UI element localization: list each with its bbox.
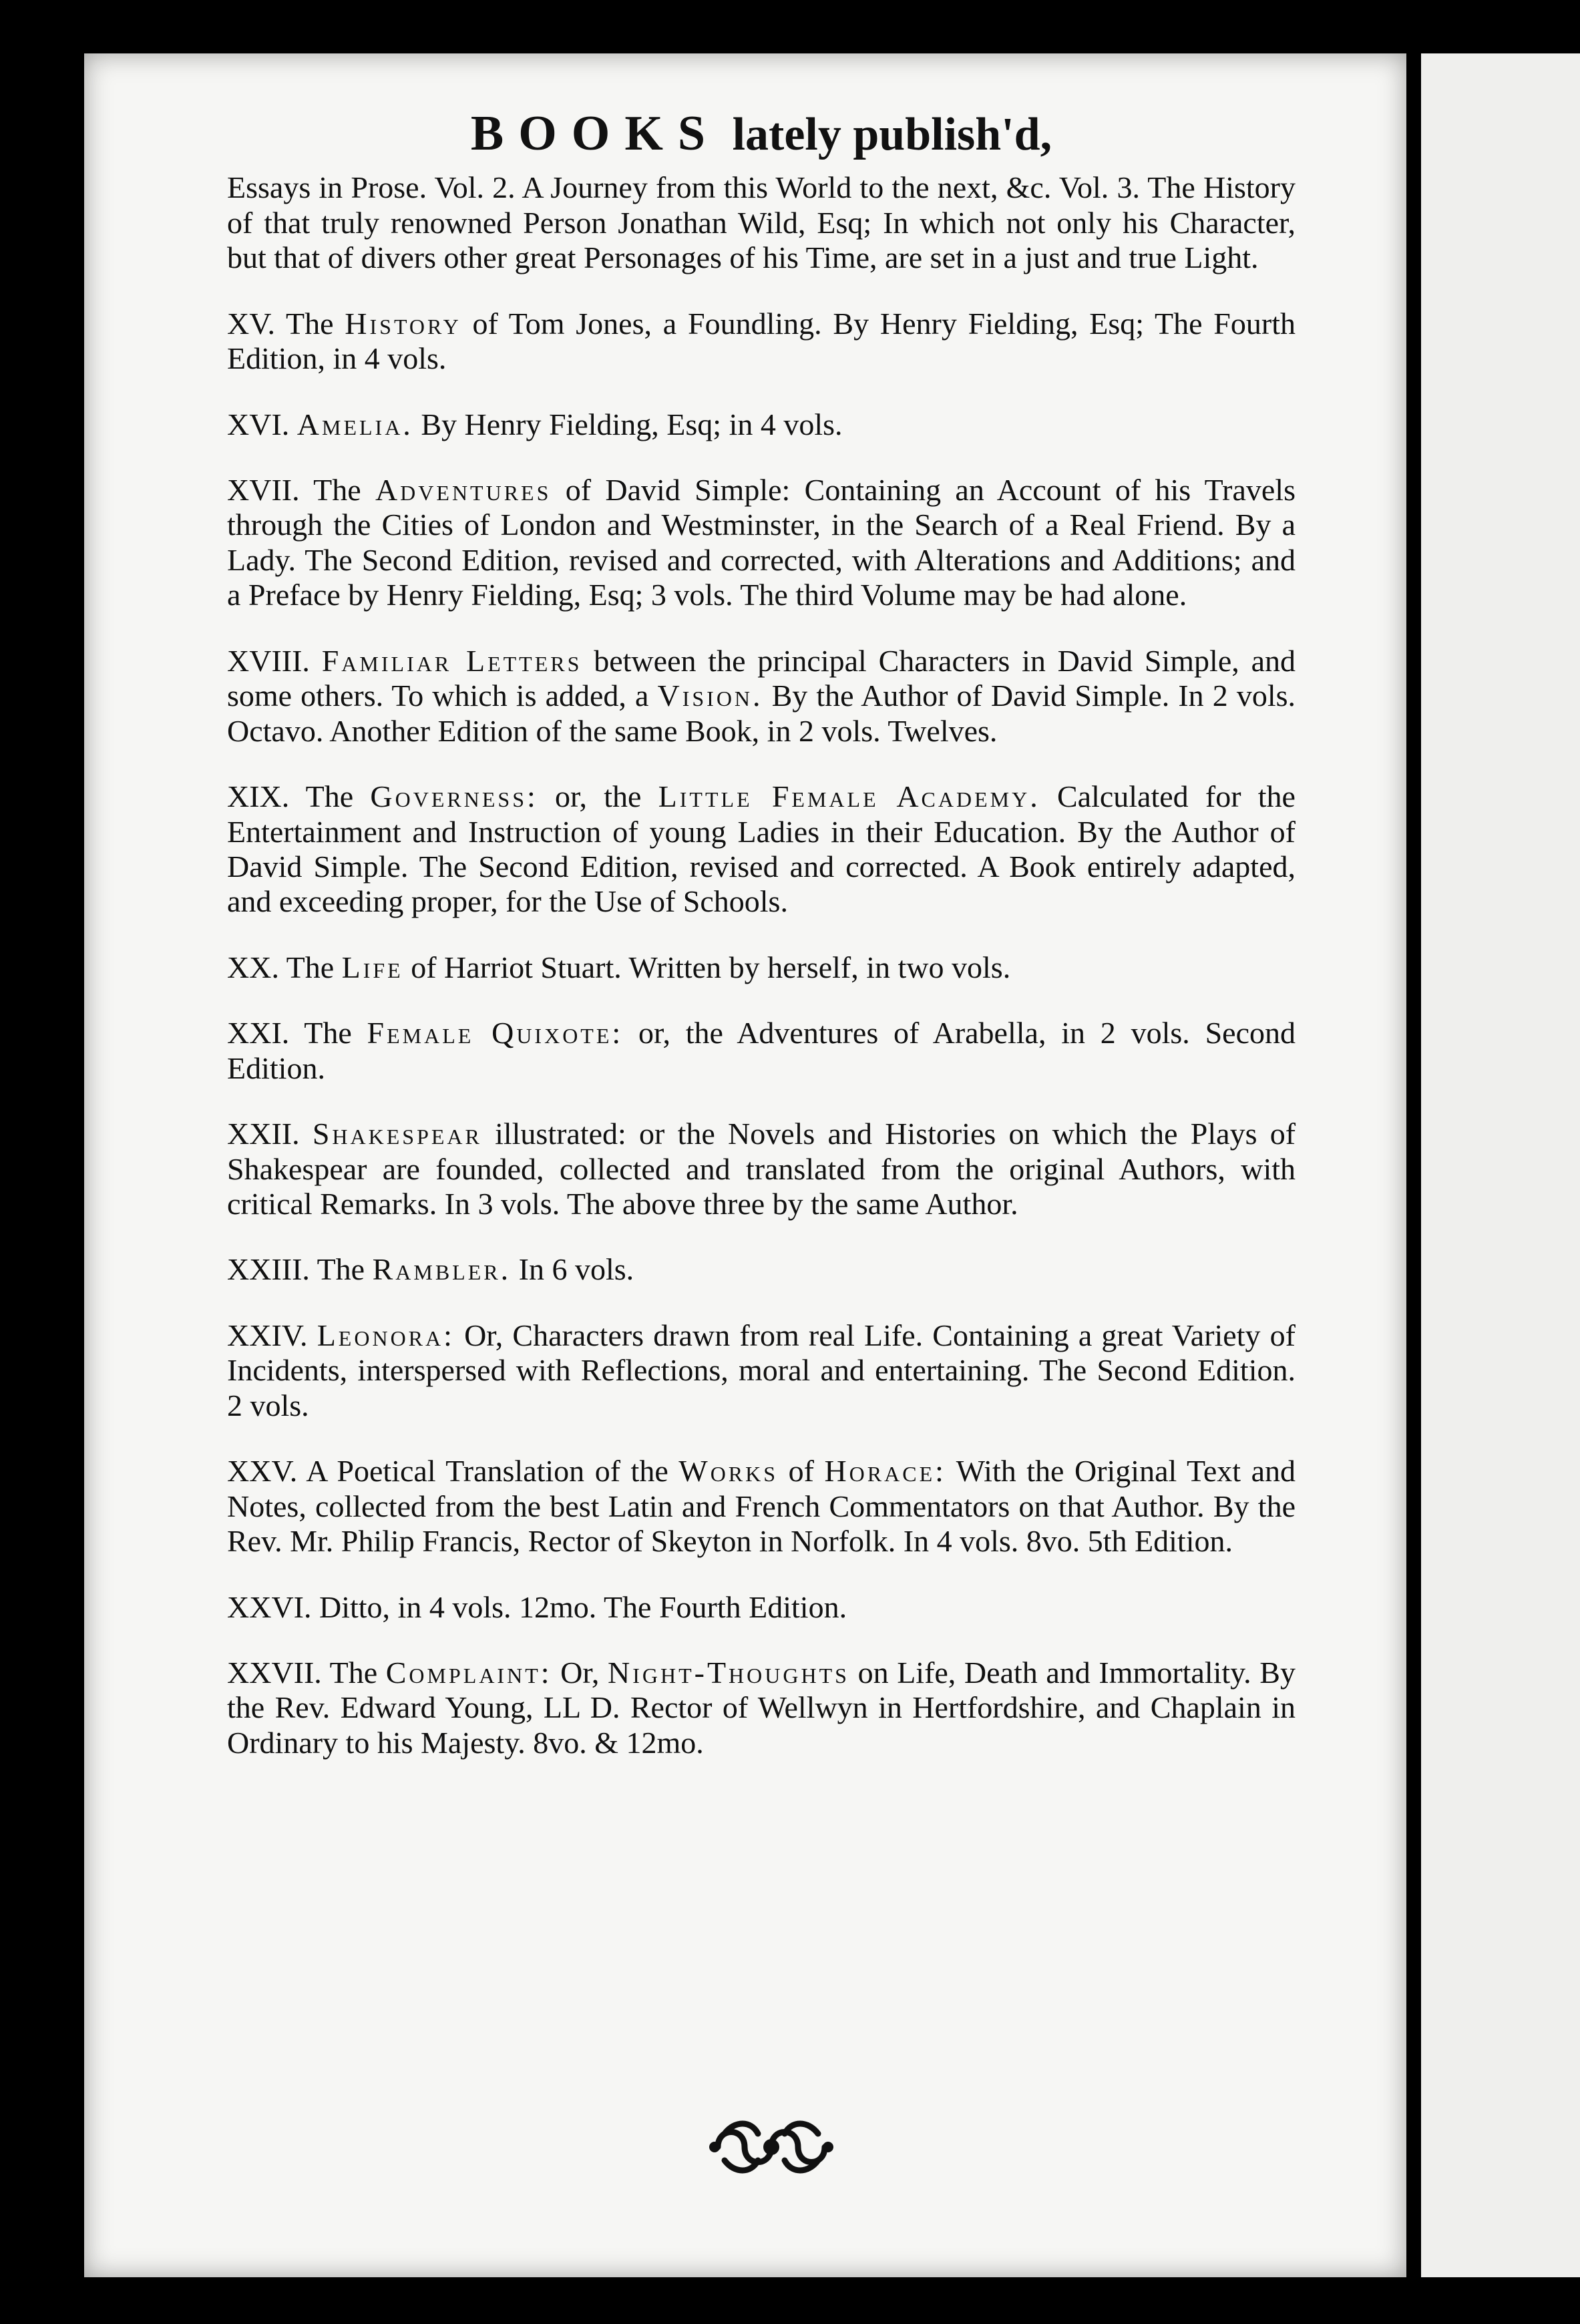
entry-xviii: XVIII. Familiar Letters between the principal Characters in David Simple, and some others. To which is added, a Vision. By the Author of David Simple. In 2 vols. Octavo. Another Edition of the same Book, in 2 vols. Twelves. [227, 643, 1296, 748]
entry-xxii: XXII. Shakespear illustrated: or the Novels and Histories on which the Plays of Shakespear are founded, collected and translated from the original Authors, with critical Remarks. In 3 vols. The above three by the same Author. [227, 1117, 1296, 1221]
page-heading [227, 107, 1296, 161]
entry-xxv: XXV. A Poetical Translation of the Works of Horace: With the Original Text and Notes, collected from the best Latin and French Commentators on that Author. By the Rev. Mr. Philip Francis, Rector of Skeyton in Norfolk. In 4 vols. 8vo. 5th Edition. [227, 1454, 1296, 1559]
entry-xx: XX. The Life of Harriot Stuart. Written by herself, in two vols. [227, 950, 1011, 984]
entry-xvi: XVI. Amelia. By Henry Fielding, Esq; in 4 vols. [227, 407, 843, 441]
entry-xxvi: XXVI. Ditto, in 4 vols. 12mo. The Fourth Edition. [227, 1589, 847, 1624]
entry-xvii: XVII. The Adventures of David Simple: Containing an Account of his Travels through the Cities of London and Westminster, in the Search of a Real Friend. By a Lady. The Second Edition, revised and corrected, with Alterations and Additions; and a Preface by Henry Fielding, Esq; 3 vols. The third Volume may be had alone. [227, 473, 1296, 612]
heading-rest: lately publish'd, [732, 109, 1052, 160]
facing-page-edge [1421, 53, 1580, 2277]
entry-xv: XV. The History of Tom Jones, a Foundling. By Henry Fielding, Esq; The Fourth Edition, in 4 vols. [227, 306, 1296, 376]
entry-continued: Essays in Prose. Vol. 2. A Journey from this World to the next, &c. Vol. 3. The History of that truly renowned Person Jonathan Wild, Esq; In which not only his Character, but that of divers other great Personages of his Time, are set in a just and true Light. [227, 170, 1296, 275]
page-content [227, 107, 1296, 1791]
heading-caps: BOOKS [470, 106, 721, 161]
entry-xxiv: XXIV. Leonora: Or, Characters drawn from real Life. Containing a great Variety of Incidents, interspersed with Reflections, moral and entertaining. The Second Edition. 2 vols. [227, 1318, 1296, 1422]
printers-flourish-ornament-icon [705, 2110, 838, 2184]
entry-xix: XIX. The Governess: or, the Little Female Academy. Calculated for the Entertainment and Instruction of young Ladies in their Education. By the Author of David Simple. The Second Edition, revised and corrected. A Book entirely adapted, and exceeding proper, for the Use of Schools. [227, 779, 1296, 919]
entry-xxiii: XXIII. The Rambler. In 6 vols. [227, 1252, 634, 1287]
entry-xxvii: XXVII. The Complaint: Or, Night-Thoughts on Life, Death and Immortality. By the Rev. Edward Young, LL D. Rector of Wellwyn in Hertfordshire, and Chaplain in Ordinary to his Majesty. 8vo. & 12mo. [227, 1655, 1296, 1760]
entry-xxi: XXI. The Female Quixote: or, the Adventures of Arabella, in 2 vols. Second Edition. [227, 1016, 1296, 1085]
